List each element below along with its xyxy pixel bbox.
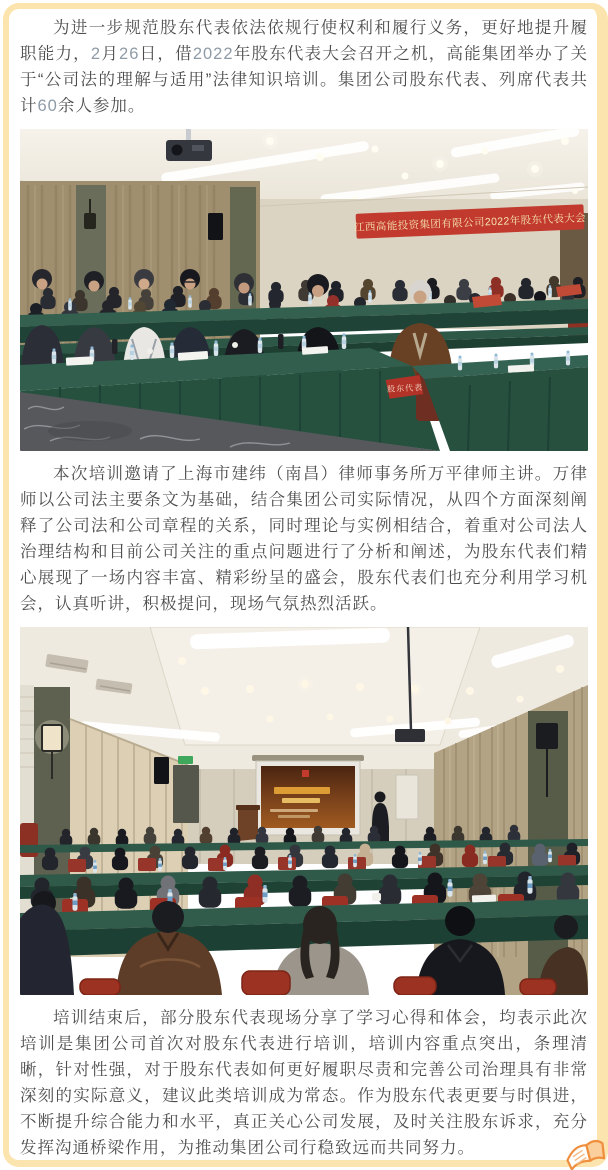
photo2-door	[173, 765, 199, 823]
photo2-flipchart	[396, 775, 418, 819]
open-book-icon	[561, 1131, 607, 1170]
article-paragraph-3: 培训结束后，部分股东代表现场分享了学习心得和体会，均表示此次培训是集团公司首次对股东代表进行培训，培训内容重点突出，条理清晰，针对性强，对于股东代表如何更好履职尽责和完善公司治理具有非常深刻的实际意义，建议此类培训成为常态。作为股东代表更要与时俱进，不断提升综合能力和水平，真正关心公司发展，及时关注股东诉求，充分发挥沟通桥梁作用，为推动集团公司行稳致远而共同努力。	[20, 1009, 588, 1157]
meeting-photo-front-illustration	[20, 129, 588, 451]
photo2-exit-sign	[178, 756, 193, 764]
body-text: 月	[101, 45, 120, 63]
article-paragraph-1	[20, 15, 588, 119]
photo1-speaker	[208, 213, 223, 240]
body-text: 日，借	[139, 45, 193, 63]
number-text: 2	[90, 45, 102, 63]
meeting-photo-back-illustration	[20, 627, 588, 995]
article-paragraph-2: 本次培训邀请了上海市建纬（南昌）律师事务所万平律师主讲。万律师以公司法主要条文为基础，结合集团公司实际情况，从四个方面深刻阐释了公司法和公司章程的关系，同时理论与实例相结合，着重对公司法人治理结构和目前公司关注的重点问题进行了分析和阐述，为股东代表们精心展现了一场内容丰富、精彩纷呈的盛会，股东代表们也充分利用学习机会，认真听讲，积极提问，现场气氛热烈活跃。	[20, 465, 588, 613]
number-text: 2022	[192, 45, 234, 63]
number-text: 26	[119, 45, 140, 63]
meeting-photo-front[interactable]	[20, 129, 588, 451]
meeting-photo-back[interactable]	[20, 627, 588, 995]
name-card-text: 股东代表	[386, 383, 424, 394]
photo2-speaker	[154, 757, 169, 784]
number-text: 60	[37, 97, 58, 115]
body-text: 余人参加。	[57, 97, 146, 115]
body-text: 年股东代表大会召开之机，高能集团举办了关于“公司法的理解与适用”法律知识培训。集团公司股东代表、列席代表共计	[20, 45, 589, 115]
banner-text: 江西高能投资集团有限公司2022年股东代表大会	[353, 212, 587, 234]
photo2-projection-screen	[252, 755, 364, 835]
body-text: 为进一步规范股东代表依法依规行使权利和履行义务，更好地提升履职能力，	[20, 19, 588, 63]
photo1-right-table-skirt	[424, 367, 588, 451]
